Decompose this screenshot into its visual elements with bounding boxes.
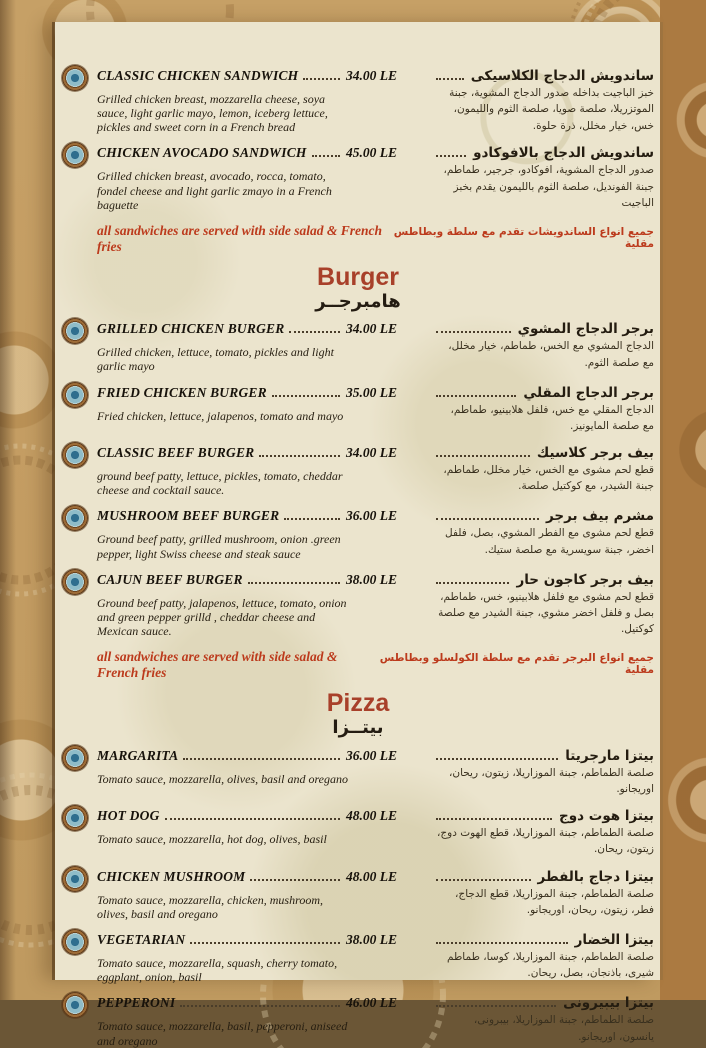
item-name-en: CLASSIC CHICKEN SANDWICH bbox=[97, 68, 299, 83]
menu-item bbox=[62, 321, 654, 373]
item-currency: LE bbox=[379, 321, 398, 337]
item-name-en: CHICKEN MUSHROOM bbox=[97, 868, 246, 884]
item-name-line-ar bbox=[436, 445, 654, 461]
medallion-bullet-icon bbox=[62, 442, 88, 468]
dotted-leader bbox=[289, 331, 340, 333]
menu-item bbox=[62, 145, 654, 211]
item-name-line bbox=[62, 995, 410, 1018]
dotted-leader bbox=[284, 518, 340, 520]
item-name-ar: بيف برجر كاجون حار bbox=[516, 571, 654, 588]
item-name-line-ar bbox=[436, 572, 654, 588]
dotted-leader-ar bbox=[436, 942, 568, 944]
dotted-leader-ar bbox=[436, 1005, 556, 1007]
item-price bbox=[346, 68, 410, 84]
menu-item bbox=[62, 748, 654, 798]
item-arabic-column bbox=[436, 68, 654, 134]
medallion-bullet-icon bbox=[62, 65, 88, 91]
section-title-en: Burger bbox=[317, 262, 399, 291]
item-name-line bbox=[62, 145, 410, 168]
item-price bbox=[346, 572, 410, 588]
item-desc-en: Ground beef patty, grilled mushroom, onion .green pepper, light Swiss cheese and steak sauce bbox=[97, 532, 341, 561]
item-price bbox=[346, 748, 410, 764]
section-title-en: Pizza bbox=[326, 689, 390, 718]
item-name-en: MUSHROOM BEEF BURGER bbox=[97, 508, 280, 524]
item-price bbox=[346, 445, 410, 461]
item-price-value: 48.00 bbox=[346, 868, 377, 884]
item-desc-ar: قطع لحم مشوى مع الفطر المشوي، بصل، فلفل اخضر، جبنة سويسرية مع صلصة ستيك. bbox=[445, 527, 654, 556]
item-desc-ar: قطع لحم مشوى مع فلفل هلابينيو، خس، طماطم، بصل و فلفل اخضر مشوي، جبنة الشيدر مع صلصة كوكتيل. bbox=[438, 590, 654, 636]
dotted-leader-ar bbox=[436, 518, 539, 520]
item-english-column bbox=[62, 808, 410, 846]
item-name-line bbox=[62, 508, 410, 531]
right-border-band bbox=[660, 0, 706, 1000]
item-name-ar: بيتزا بيبيرونى bbox=[563, 995, 654, 1012]
item-price bbox=[346, 321, 410, 337]
menu-item bbox=[62, 932, 654, 984]
item-english-column bbox=[62, 385, 410, 423]
medallion-bullet-icon bbox=[62, 992, 88, 1018]
item-english-column bbox=[62, 68, 410, 134]
section-heading bbox=[62, 691, 654, 739]
item-name-line-ar bbox=[436, 808, 654, 824]
section-title-ar: بيتــزا bbox=[332, 717, 384, 739]
item-desc-en: Grilled chicken, lettuce, tomato, pickles and light garlic mayo bbox=[97, 345, 334, 374]
menu-item bbox=[62, 572, 654, 638]
item-name-ar: برجر الدجاج المقلي bbox=[523, 384, 654, 401]
item-name-line bbox=[62, 808, 410, 831]
item-name-en: VEGETARIAN bbox=[97, 932, 186, 948]
dotted-leader-ar bbox=[436, 758, 558, 760]
section-title-ar: هامبرجــر bbox=[315, 290, 401, 312]
dotted-leader bbox=[165, 818, 340, 820]
item-price-value: 36.00 bbox=[346, 747, 377, 763]
item-desc-en: Fried chicken, lettuce, jalapenos, tomato and mayo bbox=[97, 408, 344, 423]
item-name-line bbox=[62, 748, 410, 771]
item-desc-en: Tomato sauce, mozzarella, olives, basil and oregano bbox=[97, 771, 348, 786]
item-name-line bbox=[62, 932, 410, 955]
item-name-ar: برجر الدجاج المشوي bbox=[517, 321, 654, 338]
item-desc-en: Tomato sauce, mozzarella, squash, cherry tomato, eggplant, onion, basil bbox=[97, 956, 338, 985]
dotted-leader-ar bbox=[436, 331, 511, 333]
menu-section-sandwiches bbox=[62, 68, 654, 255]
item-english-column bbox=[62, 321, 410, 373]
item-name-en: MARGARITA bbox=[97, 747, 179, 763]
medallion-bullet-icon bbox=[62, 142, 88, 168]
medallion-bullet-icon bbox=[62, 569, 88, 595]
item-desc-en: Tomato sauce, mozzarella, basil, pepperoni, aniseed and oregano bbox=[97, 1019, 348, 1048]
medallion-bullet-icon bbox=[62, 929, 88, 955]
item-currency: LE bbox=[379, 995, 398, 1011]
item-arabic-column bbox=[436, 572, 654, 638]
section-note-en: all sandwiches are served with side salad & French fries bbox=[97, 649, 338, 681]
item-price bbox=[346, 385, 410, 401]
item-name-line bbox=[62, 869, 410, 892]
section-note-ar: جميع انواع الساندويشات تقدم مع سلطة وبطاطس مقلية bbox=[393, 225, 654, 250]
section-note-row bbox=[62, 223, 654, 255]
item-price-value: 45.00 bbox=[346, 145, 377, 161]
item-arabic-column bbox=[436, 808, 654, 858]
item-desc-ar: صلصة الطماطم، جبنة الموزاريلا، قطع الدجاج، فطر، زيتون، ريحان، اوريجانو. bbox=[455, 887, 654, 916]
menu-paper bbox=[55, 22, 660, 1048]
item-price-value: 46.00 bbox=[346, 995, 377, 1011]
menu-item bbox=[62, 508, 654, 560]
section-heading bbox=[62, 262, 654, 313]
item-name-en: GRILLED CHICKEN BURGER bbox=[97, 321, 285, 337]
item-currency: LE bbox=[379, 868, 398, 884]
dotted-leader bbox=[259, 455, 340, 457]
medallion-bullet-icon bbox=[62, 805, 88, 831]
dotted-leader-ar bbox=[436, 582, 509, 584]
dotted-leader bbox=[312, 155, 340, 157]
dotted-leader-ar bbox=[436, 155, 466, 157]
dotted-leader bbox=[183, 758, 340, 760]
item-currency: LE bbox=[379, 747, 398, 763]
item-desc-ar: الدجاج المشوي مع الخس، طماطم، خيار مخلل، مع صلصة الثوم. bbox=[448, 340, 654, 369]
item-price bbox=[346, 932, 410, 948]
item-price-value: 48.00 bbox=[346, 808, 377, 824]
item-desc-ar: خبز الباجيت بداخله صدور الدجاج المشوية، جبنة الموتزريلا، صلصة صويا، صلصة الثوم والليمون، خس، خيار مخلل، ذرة حلوة. bbox=[449, 87, 654, 132]
item-currency: LE bbox=[379, 808, 398, 824]
left-spine-shadow bbox=[0, 0, 16, 1000]
item-arabic-column bbox=[436, 508, 654, 558]
menu-item bbox=[62, 808, 654, 858]
item-name-line bbox=[62, 385, 410, 408]
menu-content bbox=[62, 68, 654, 1048]
item-name-en: PEPPERONI bbox=[97, 995, 176, 1011]
item-arabic-column bbox=[436, 445, 654, 495]
item-price-value: 34.00 bbox=[346, 445, 377, 461]
item-desc-ar: صدور الدجاج المشوية، افوكادو، جرجير، طماطم، جبنة الفونديل، صلصة الثوم بالليمون يقدم بخبز الباجيت bbox=[443, 164, 654, 209]
medallion-bullet-icon bbox=[62, 866, 88, 892]
item-name-ar: مشرم بيف برجر bbox=[545, 508, 654, 525]
item-price-value: 36.00 bbox=[346, 508, 377, 524]
item-price-value: 34.00 bbox=[346, 68, 377, 83]
item-name-line-ar bbox=[436, 68, 654, 84]
medallion-bullet-icon bbox=[62, 318, 88, 344]
item-english-column bbox=[62, 995, 410, 1047]
item-price bbox=[346, 808, 410, 824]
item-name-line-ar bbox=[436, 748, 654, 764]
item-english-column bbox=[62, 445, 410, 497]
dotted-leader bbox=[180, 1005, 340, 1007]
item-arabic-column bbox=[436, 995, 654, 1045]
medallion-bullet-icon bbox=[62, 745, 88, 771]
item-currency: LE bbox=[379, 571, 398, 587]
menu-item bbox=[62, 445, 654, 497]
item-desc-en: Grilled chicken breast, avocado, rocca, tomato, fondel cheese and light garlic zmayo in a French baguette bbox=[97, 169, 332, 212]
item-name-ar: ساندويش الدجاج بالافوكادو bbox=[473, 145, 654, 162]
menu-item bbox=[62, 385, 654, 435]
section-note-en: all sandwiches are served with side salad & French fries bbox=[97, 222, 383, 254]
dotted-leader-ar bbox=[436, 395, 516, 397]
item-name-line bbox=[62, 445, 410, 468]
item-name-line bbox=[62, 68, 410, 91]
dotted-leader-ar bbox=[436, 78, 464, 80]
item-currency: LE bbox=[379, 445, 398, 461]
item-english-column bbox=[62, 869, 410, 921]
menu-item bbox=[62, 869, 654, 921]
item-currency: LE bbox=[379, 384, 398, 400]
item-name-line-ar bbox=[436, 932, 654, 948]
item-desc-ar: صلصة الطماطم، جبنة الموزاريلا، زيتون، ريحان، اوريجانو. bbox=[448, 766, 654, 795]
item-currency: LE bbox=[379, 145, 398, 161]
item-name-line-ar bbox=[436, 145, 654, 161]
item-currency: LE bbox=[379, 68, 398, 83]
item-english-column bbox=[62, 145, 410, 211]
item-desc-en: ground beef patty, lettuce, pickles, tomato, cheddar cheese and cocktail sauce. bbox=[97, 469, 343, 498]
dotted-leader bbox=[190, 942, 340, 944]
dotted-leader-ar bbox=[436, 455, 530, 457]
item-name-line-ar bbox=[436, 321, 654, 337]
item-price bbox=[346, 145, 410, 161]
item-arabic-column bbox=[436, 869, 654, 919]
item-desc-en: Ground beef patty, jalapenos, lettuce, tomato, onion and green pepper grilld , cheddar cheese and Mexican sauce. bbox=[97, 595, 347, 639]
item-currency: LE bbox=[379, 508, 398, 524]
item-desc-ar: صلصة الطماطم، جبنة الموزاريلا، بيبرونى، يانسون، اوريجانو. bbox=[473, 1014, 654, 1043]
item-name-line bbox=[62, 321, 410, 344]
item-name-ar: بيتزا دجاج بالفطر bbox=[537, 868, 654, 885]
item-price-value: 38.00 bbox=[346, 932, 377, 948]
item-name-en: HOT DOG bbox=[97, 808, 160, 824]
item-desc-ar: صلصة الطماطم، جبنة الموزاريلا، كوسا، طماطم شيرى، باذنجان، بصل، ريحان. bbox=[446, 951, 654, 980]
dotted-leader-ar bbox=[436, 879, 531, 881]
item-price bbox=[346, 869, 410, 885]
menu-section-burger bbox=[62, 262, 654, 681]
item-arabic-column bbox=[436, 385, 654, 435]
item-price-value: 38.00 bbox=[346, 571, 377, 587]
medallion-bullet-icon bbox=[62, 505, 88, 531]
section-note-row bbox=[62, 649, 654, 681]
dotted-leader bbox=[303, 78, 340, 80]
dotted-leader bbox=[248, 582, 340, 584]
item-price-value: 35.00 bbox=[346, 384, 377, 400]
item-name-line-ar bbox=[436, 508, 654, 524]
item-price bbox=[346, 508, 410, 524]
item-arabic-column bbox=[436, 145, 654, 211]
item-arabic-column bbox=[436, 321, 654, 371]
item-name-line-ar bbox=[436, 995, 654, 1011]
item-name-ar: بيتزا مارجريتا bbox=[565, 747, 654, 764]
dotted-leader bbox=[250, 879, 340, 881]
menu-item bbox=[62, 68, 654, 134]
dotted-leader-ar bbox=[436, 818, 552, 820]
item-english-column bbox=[62, 932, 410, 984]
item-desc-ar: صلصة الطماطم، جبنة الموزاريلا، قطع الهوت دوج، زيتون، ريحان. bbox=[437, 827, 654, 856]
item-desc-ar: الدجاج المقلي مع خس، فلفل هلابينيو، طماطم، مع صلصة المايونيز. bbox=[450, 403, 654, 432]
item-name-ar: بيتزا الخضار bbox=[574, 932, 654, 949]
item-name-en: CHICKEN AVOCADO SANDWICH bbox=[97, 145, 307, 161]
item-desc-ar: قطع لحم مشوى مع الخس، خيار مخلل، طماطم، جبنة الشيدر، مع كوكتيل صلصة. bbox=[443, 464, 654, 493]
menu-section-pizza bbox=[62, 691, 654, 1047]
item-name-ar: ساندويش الدجاج الكلاسيكى bbox=[470, 68, 654, 84]
item-english-column bbox=[62, 508, 410, 560]
dotted-leader bbox=[272, 395, 340, 397]
item-name-en: CLASSIC BEEF BURGER bbox=[97, 445, 255, 461]
item-name-line bbox=[62, 572, 410, 595]
item-price-value: 34.00 bbox=[346, 321, 377, 337]
item-english-column bbox=[62, 748, 410, 786]
item-currency: LE bbox=[379, 932, 398, 948]
item-price bbox=[346, 995, 410, 1011]
item-arabic-column bbox=[436, 932, 654, 982]
item-name-en: CAJUN BEEF BURGER bbox=[97, 571, 243, 587]
medallion-bullet-icon bbox=[62, 382, 88, 408]
item-desc-en: Grilled chicken breast, mozzarella cheese, soya sauce, light garlic mayo, lemon, iceberg lettuce, pickles and sweet corn in a French bread bbox=[97, 92, 328, 135]
item-arabic-column bbox=[436, 748, 654, 798]
item-name-line-ar bbox=[436, 385, 654, 401]
section-note-ar: جميع انواع البرجر تقدم مع سلطة الكولسلو وبطاطس مقلية bbox=[379, 652, 654, 677]
item-name-en: FRIED CHICKEN BURGER bbox=[97, 384, 267, 400]
item-name-ar: بيتزا هوت دوج bbox=[559, 808, 654, 825]
item-english-column bbox=[62, 572, 410, 638]
item-name-ar: بيف برجر كلاسيك bbox=[536, 445, 654, 462]
item-desc-en: Tomato sauce, mozzarella, hot dog, olives, basil bbox=[97, 832, 327, 847]
item-name-line-ar bbox=[436, 869, 654, 885]
menu-item bbox=[62, 995, 654, 1047]
item-desc-en: Tomato sauce, mozzarella, chicken, mushroom, olives, basil and oregano bbox=[97, 892, 323, 921]
